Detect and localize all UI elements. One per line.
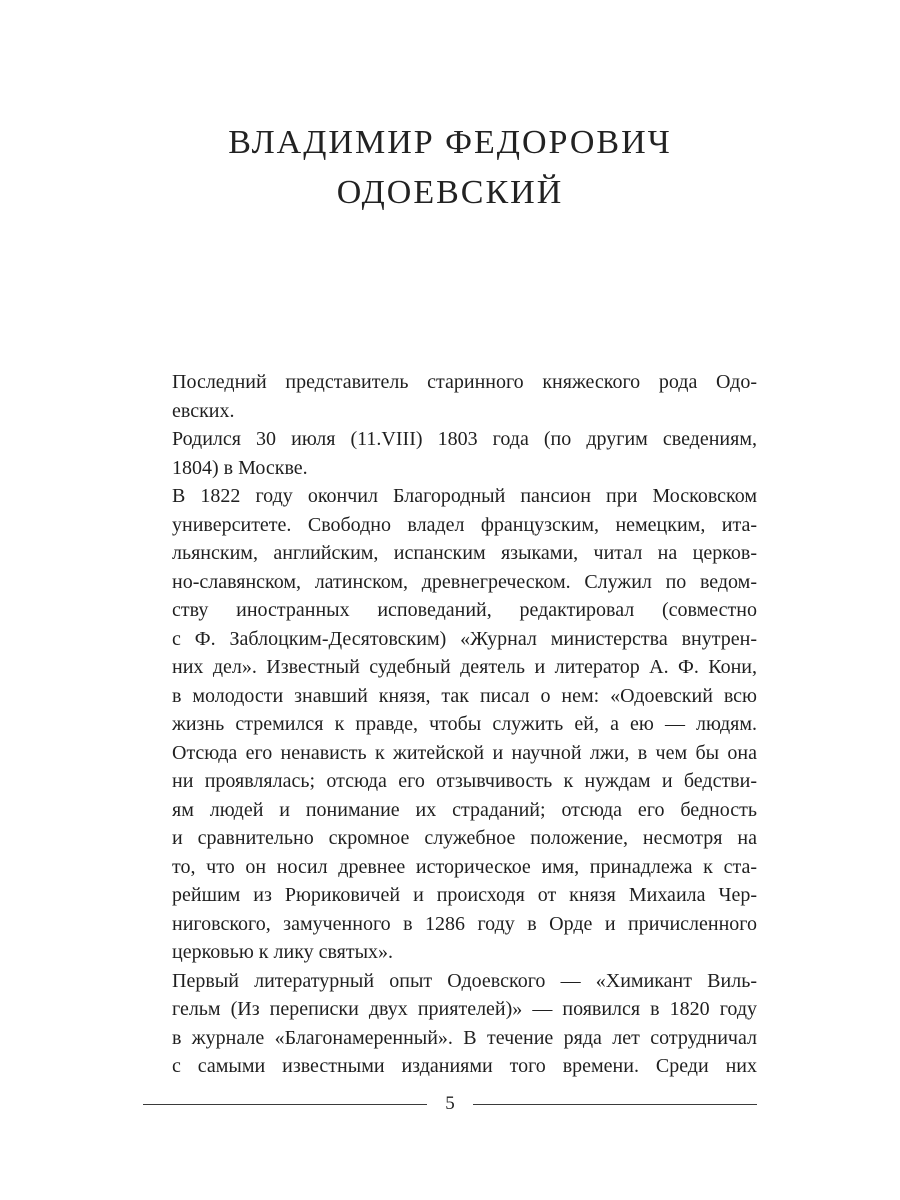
text-line: них дел». Известный судебный деятель и литератор А. Ф. Кони, (172, 656, 757, 678)
text-line: и сравнительно скромное служебное положение, несмотря на (172, 827, 757, 849)
text-line: гельм (Из переписки двух приятелей)» — появился в 1820 году (172, 998, 757, 1020)
text-line: Первый литературный опыт Одоевского — «Химикант Виль- (172, 969, 757, 992)
text-line: Последний представитель старинного княжеского рода Одо- (172, 371, 757, 393)
text-line: ниговского, замученного в 1286 году в Орде и причисленного (172, 912, 757, 935)
footer-rule-left (143, 1104, 427, 1105)
page-number: 5 (445, 1093, 455, 1114)
text-line: в журнале «Благонамеренный». В течение ряда лет сотрудничал (172, 1026, 757, 1049)
paragraph (143, 482, 757, 967)
paragraph (143, 368, 757, 425)
text-line: Родился 30 июля (11.VIII) 1803 года (по другим сведениям, (172, 428, 757, 450)
page-footer (143, 1092, 757, 1116)
text-line: но-славянском, латинском, древнегреческом. Служил по ведом- (172, 570, 757, 593)
text-line: Отсюда его ненависть к житейской и научной лжи, в чем бы она (172, 741, 757, 764)
text-line: евских. (172, 399, 235, 422)
paragraph (143, 425, 757, 482)
paragraph (143, 967, 757, 1081)
text-line: ству иностранных исповеданий, редактировал (совместно (172, 599, 757, 621)
text-line: университете. Свободно владел французским, немецким, ита- (172, 513, 757, 536)
text-line: ям людей и понимание их страданий; отсюда его бедность (172, 798, 757, 821)
text-line: с Ф. Заблоцким-Десятовским) «Журнал министерства внутрен- (172, 627, 757, 650)
text-line: в молодости знавший князя, так писал о нем: «Одоевский всю (172, 684, 757, 707)
text-line: с самыми известными изданиями того времени. Среди них (172, 1055, 757, 1077)
text-line: жизнь стремился к правде, чтобы служить ей, а ею — людям. (172, 713, 757, 735)
title-line-2: ОДОЕВСКИЙ (336, 174, 564, 211)
text-line: то, что он носил древнее историческое имя, принадлежа к ста- (172, 855, 757, 878)
text-line: церковью к лику святых». (172, 941, 394, 963)
body-text (143, 368, 757, 1081)
text-line: ни проявлялась; отсюда его отзывчивость к нуждам и бедстви- (172, 770, 757, 792)
title-line-1: ВЛАДИМИР ФЕДОРОВИЧ (228, 124, 672, 161)
footer-rule-right (473, 1104, 757, 1105)
chapter-title (0, 118, 900, 218)
text-line: В 1822 году окончил Благородный пансион при Московском (172, 485, 757, 507)
text-line: 1804) в Москве. (172, 456, 308, 479)
text-line: льянским, английским, испанским языками, читал на церков- (172, 542, 757, 564)
text-line: рейшим из Рюриковичей и происходя от князя Михаила Чер- (172, 884, 757, 906)
